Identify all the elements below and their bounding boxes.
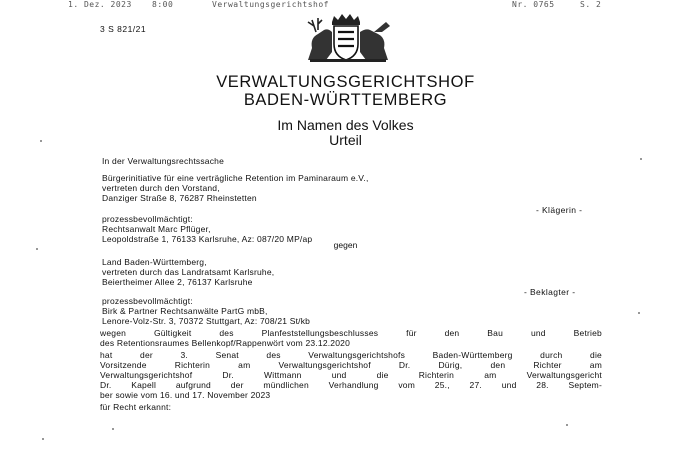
court-name-line-1: VERWALTUNGSGERICHTSHOF (216, 73, 475, 91)
defendant-role: - Beklagter - (524, 287, 576, 297)
baden-wuerttemberg-coat-of-arms-icon (288, 12, 408, 64)
plaintiff-line: vertreten durch den Vorstand, (102, 183, 220, 193)
verdict-intro: für Recht erkannt: (100, 402, 172, 412)
fax-sender: Verwaltungsgerichtshof (212, 0, 329, 9)
plaintiff-line: Bürgerinitiative für eine verträgliche Retention im Paminaraum e.V., (102, 173, 369, 183)
subject-line: wegen Gültigkeit des Planfeststellungsbeschlusses für den Bau und Betrieb (100, 328, 602, 338)
scan-speck (36, 248, 38, 250)
decision-line: ber sowie vom 16. und 17. November 2023 (100, 390, 271, 400)
scan-speck (638, 312, 640, 314)
fax-date: 1. Dez. 2023 (68, 0, 132, 9)
gegen-text: gegen (333, 240, 358, 250)
court-name-line-2: BADEN-WÜRTTEMBERG (243, 91, 448, 109)
decision-line: Verwaltungsgerichtshof Dr. Wittmann und die Richterin am Verwaltungsgericht (100, 370, 602, 380)
heading-urteil: Urteil (329, 132, 362, 148)
subject-line: des Retentionsraumes Bellenkopf/Rappenwört vom 23.12.2020 (100, 338, 351, 348)
decision-line: Vorsitzende Richterin am Verwaltungsgerichtshof Dr. Dürig, den Richter am (100, 360, 602, 370)
scan-speck (112, 428, 114, 430)
decision-line: hat der 3. Senat des Verwaltungsgerichtshofs Baden-Württemberg durch die (100, 350, 602, 360)
defendant-rep-line: Birk & Partner Rechtsanwälte PartG mbB, (102, 306, 268, 316)
plaintiff-rep-label: prozessbevollmächtigt: (102, 214, 193, 224)
fax-page: S. 2 (580, 0, 602, 9)
plaintiff-role: - Klägerin - (536, 205, 583, 215)
decision-line: Dr. Kapell aufgrund der mündlichen Verhandlung vom 25., 27. und 28. Septem- (100, 380, 602, 390)
heading-im-namen: Im Namen des Volkes (277, 117, 414, 133)
fax-number: Nr. 0765 (512, 0, 555, 9)
scan-speck (640, 158, 642, 160)
intro-text: In der Verwaltungsrechtssache (102, 156, 225, 166)
plaintiff-rep-line: Rechtsanwalt Marc Pflüger, (102, 224, 211, 234)
scan-speck (42, 438, 44, 440)
case-number: 3 S 821/21 (100, 24, 147, 34)
defendant-line: vertreten durch das Landratsamt Karlsruhe, (102, 267, 275, 277)
scan-speck (566, 424, 568, 426)
fax-time: 8:00 (152, 0, 174, 9)
defendant-line: Land Baden-Württemberg, (102, 257, 207, 267)
scan-speck (40, 140, 42, 142)
fax-header (0, 0, 691, 12)
defendant-line: Beiertheimer Allee 2, 76137 Karlsruhe (102, 277, 253, 287)
plaintiff-line: Danziger Straße 8, 76287 Rheinstetten (102, 193, 257, 203)
defendant-rep-line: Lenore-Volz-Str. 3, 70372 Stuttgart, Az: 708/21 St/kb (102, 316, 311, 326)
plaintiff-rep-line: Leopoldstraße 1, 76133 Karlsruhe, Az: 087/20 MP/ap (102, 234, 313, 244)
defendant-rep-label: prozessbevollmächtigt: (102, 296, 193, 306)
